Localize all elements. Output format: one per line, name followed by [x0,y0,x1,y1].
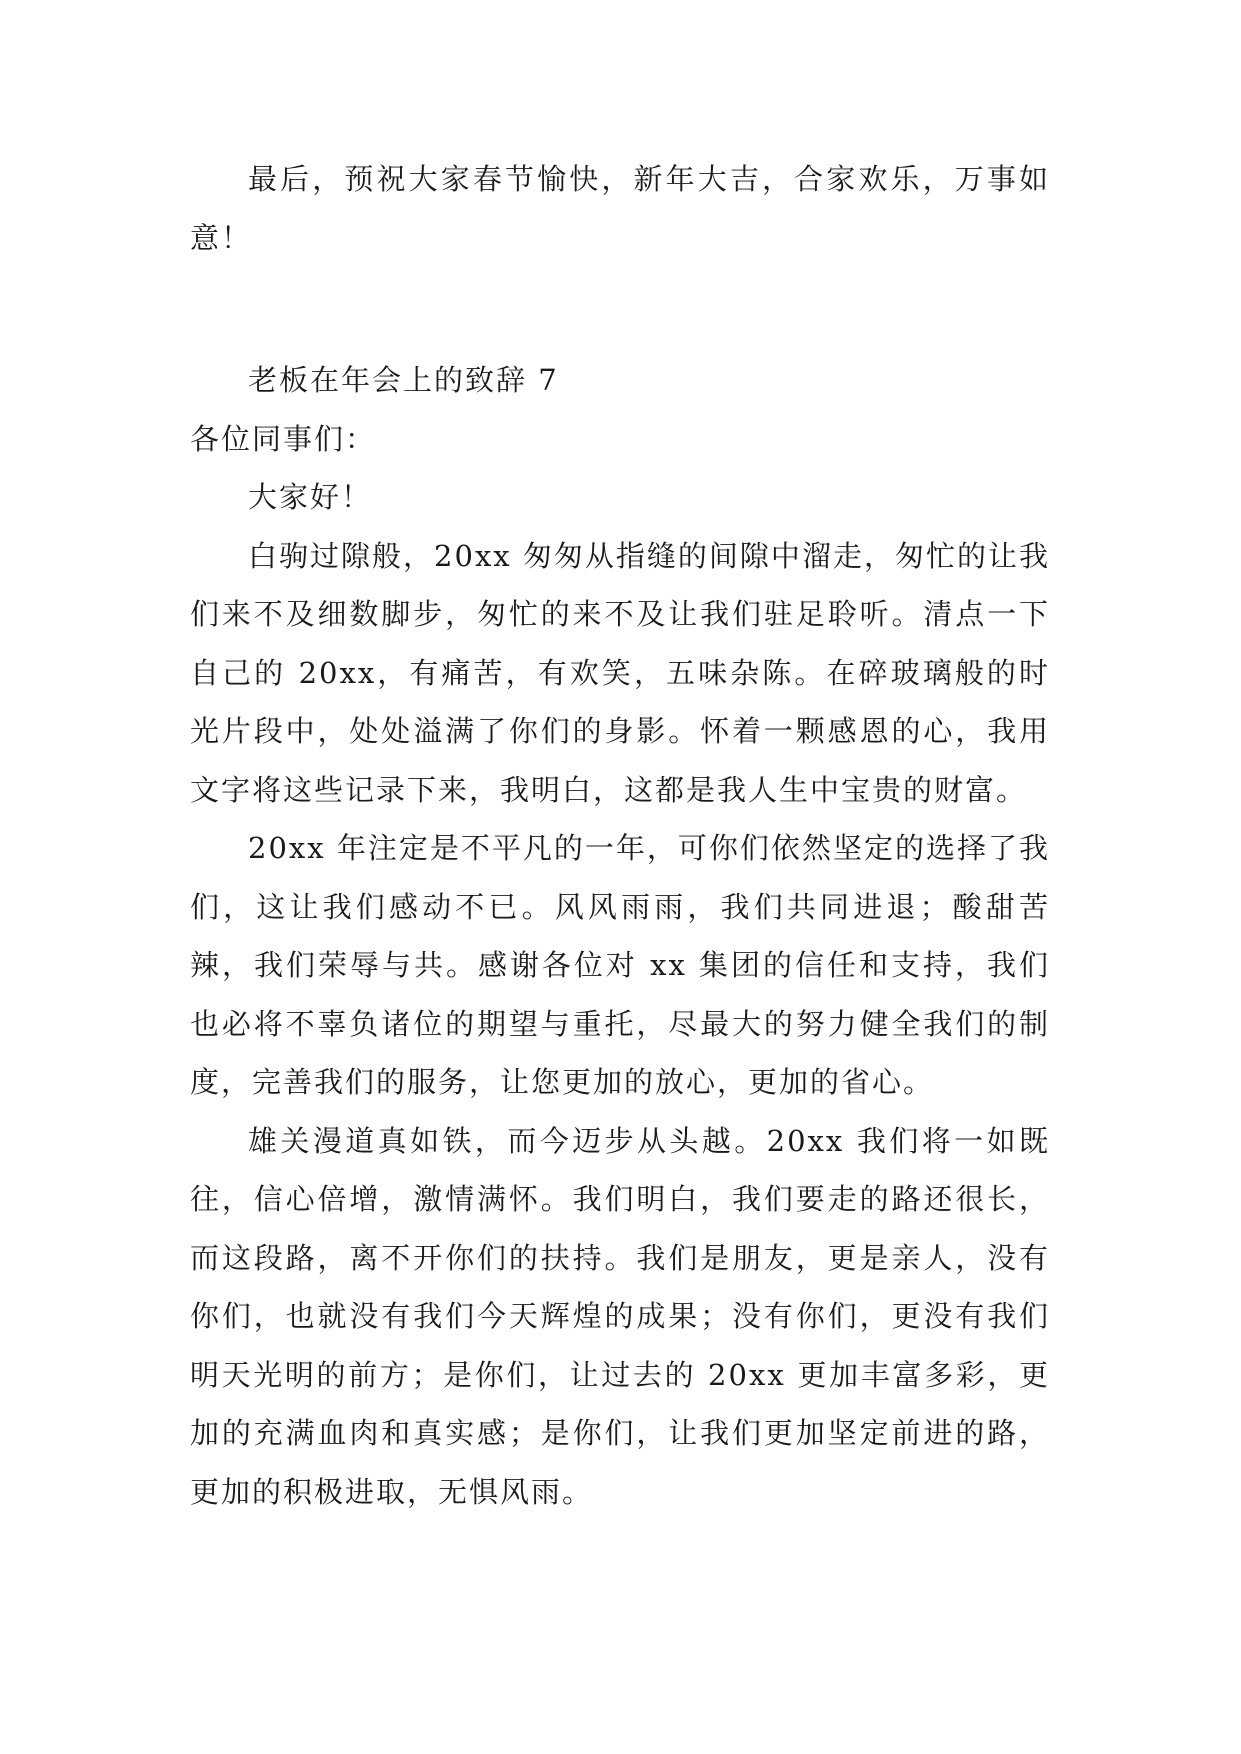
body-paragraph-3: 雄关漫道真如铁，而今迈步从头越。20xx 我们将一如既往，信心倍增，激情满怀。我们明白，我们要走的路还很长，而这段路，离不开你们的扶持。我们是朋友，更是亲人，没有你们，也就没有我们今天辉煌的成果；没有你们，更没有我们明天光明的前方；是你们，让过去的 20xx 更加丰富多彩，更加的充满血肉和真实感；是你们，让我们更加坚定前进的路，更加的积极进取，无惧风雨。 [190,1123,1050,1509]
speech-title: 老板在年会上的致辞 7 [248,363,559,397]
closing-paragraph: 最后，预祝大家春节愉快，新年大吉，合家欢乐，万事如意！ [190,162,1050,255]
body-paragraph-1: 白驹过隙般，20xx 匆匆从指缝的间隙中溜走，匆忙的让我们来不及细数脚步，匆忙的来不及让我们驻足聆听。清点一下自己的 20xx，有痛苦，有欢笑，五味杂陈。在碎玻璃般的时光片段中，处处溢满了你们的身影。怀着一颗感恩的心，我用文字将这些记录下来，我明白，这都是我人生中宝贵的财富。 [190,538,1050,807]
greeting: 大家好！ [248,480,373,514]
document-page [190,150,1050,1521]
body-paragraph-2: 20xx 年注定是不平凡的一年，可你们依然坚定的选择了我们，这让我们感动不已。风风雨雨，我们共同进退；酸甜苦辣，我们荣辱与共。感谢各位对 xx 集团的信任和支持，我们也必将不辜负诸位的期望与重托，尽最大的努力健全我们的制度，完善我们的服务，让您更加的放心，更加的省心。 [190,831,1050,1099]
salutation: 各位同事们： [190,421,377,456]
